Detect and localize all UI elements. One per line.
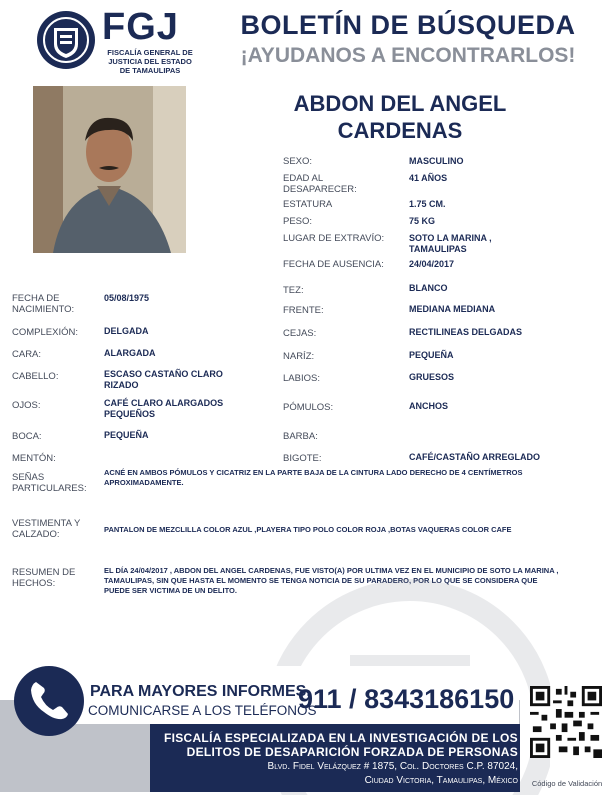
field-value-distinguishing-marks: ACNÉ EN AMBOS PÓMULOS Y CICATRIZ EN LA PARTE BAJA DE LA CINTURA LADO DERECHO DE 4 CENTÍMETROS APROXIMADAMENTE. <box>104 468 523 487</box>
field-label-birth-date: FECHA DE NACIMIENTO: <box>12 293 75 315</box>
field-value-weight: 75 KG <box>409 216 436 226</box>
address-line-1: Blvd. Fidel Velázquez # 1875, Col. Doctores C.P. 87024, <box>267 761 518 772</box>
field-label-forehead: FRENTE: <box>283 305 324 316</box>
field-value-nose: PEQUEÑA <box>409 350 454 360</box>
field-value-place: SOTO LA MARINA , TAMAULIPAS <box>409 233 492 254</box>
field-label-weight: PESO: <box>283 216 313 227</box>
missing-person-name: ABDON DEL ANGEL CARDENAS <box>293 91 507 143</box>
agency-line-1: FISCALÍA ESPECIALIZADA EN LA INVESTIGACIÓN DE LOS <box>163 731 518 745</box>
field-label-beard: BARBA: <box>283 431 318 442</box>
field-value-sex: MASCULINO <box>409 156 464 166</box>
missing-person-photo <box>33 86 186 253</box>
field-value-mustache: CAFÉ/CASTAÑO ARREGLADO <box>409 452 540 462</box>
field-label-sex: SEXO: <box>283 156 313 167</box>
field-label-clothing: VESTIMENTA Y CALZADO: <box>12 518 81 540</box>
field-label-eyebrows: CEJAS: <box>283 328 317 339</box>
agency-name <box>158 731 518 759</box>
field-value-eyes: CAFÉ CLARO ALARGADOS PEQUEÑOS <box>104 398 224 419</box>
field-label-distinguishing-marks: SEÑAS PARTICULARES: <box>12 472 87 494</box>
address-line-2: Ciudad Victoria, Tamaulipas, México <box>364 775 518 786</box>
field-label-height: ESTATURA <box>283 199 333 210</box>
field-label-build: COMPLEXIÓN: <box>12 327 78 338</box>
field-label-hair: CABELLO: <box>12 371 59 382</box>
field-label-chin: MENTÓN: <box>12 453 56 464</box>
field-value-summary: EL DÍA 24/04/2017 , ABDON DEL ANGEL CARDENAS, FUE VISTO(A) POR ULTIMA VEZ EN EL MUNICIPIO DE SOTO LA MARINA , TAMAULIPAS, SIN QUE HASTA EL MOMENTO SE TENGA NOTICIA DE SU PARADERO, POR LO QUE SE CONSIDERA QUE PUEDE SER VICTIMA DE UN DELITO. <box>104 566 559 595</box>
agency-line-2: DELITOS DE DESAPARICIÓN FORZADA DE PERSONAS <box>186 745 518 759</box>
field-value-forehead: MEDIANA MEDIANA <box>409 304 496 314</box>
field-label-eyes: OJOS: <box>12 400 41 411</box>
more-info-text: PARA MAYORES INFORMES, <box>90 683 311 700</box>
state-emblem-icon <box>36 10 96 70</box>
field-label-place: LUGAR DE EXTRAVÍO: <box>283 233 385 244</box>
field-label-nose: NARÍZ: <box>283 351 315 362</box>
field-value-skin: BLANCO <box>409 283 448 293</box>
field-value-hair: ESCASO CASTAÑO CLARO RIZADO <box>104 369 223 390</box>
field-value-mouth: PEQUEÑA <box>104 430 149 440</box>
field-label-summary: RESUMEN DE HECHOS: <box>12 567 76 589</box>
field-label-cheekbones: PÓMULOS: <box>283 402 334 413</box>
field-value-cheekbones: ANCHOS <box>409 401 449 411</box>
field-label-age: EDAD AL DESAPARECER: <box>283 173 357 195</box>
qr-code-icon[interactable] <box>530 686 602 758</box>
agency-address <box>158 760 518 788</box>
field-value-lips: GRUESOS <box>409 372 455 382</box>
phone-icon <box>14 666 84 736</box>
field-label-lips: LABIOS: <box>283 373 320 384</box>
logo-text: FGJ <box>102 6 179 48</box>
bulletin-subtitle: ¡AYUDANOS A ENCONTRARLOS! <box>240 44 576 67</box>
field-value-eyebrows: RECTILINEAS DELGADAS <box>409 327 523 337</box>
field-value-build: DELGADA <box>104 326 149 336</box>
field-label-mouth: BOCA: <box>12 431 42 442</box>
field-label-absence-date: FECHA DE AUSENCIA: <box>283 259 384 270</box>
field-value-face: ALARGADA <box>104 348 156 358</box>
field-value-absence-date: 24/04/2017 <box>409 259 455 269</box>
field-value-clothing: PANTALON DE MEZCLILLA COLOR AZUL ,PLAYERA TIPO POLO COLOR ROJA ,BOTAS VAQUERAS COLOR CAFE <box>104 525 512 534</box>
field-label-face: CARA: <box>12 349 42 360</box>
qr-code-label: Código de Validación <box>531 779 603 788</box>
field-label-skin: TEZ: <box>283 285 304 296</box>
phone-number[interactable]: 911 / 8343186150 <box>298 684 515 714</box>
logo-subtitle: FISCALÍA GENERAL DE JUSTICIA DEL ESTADO DE TAMAULIPAS <box>107 48 193 75</box>
field-label-mustache: BIGOTE: <box>283 453 322 464</box>
communicate-text: COMUNICARSE A LOS TELÉFONOS <box>88 703 317 718</box>
field-value-age: 41 AÑOS <box>409 173 448 183</box>
bulletin-title: BOLETÍN DE BÚSQUEDA <box>240 10 576 40</box>
field-value-birth-date: 05/08/1975 <box>104 293 150 303</box>
field-value-height: 1.75 CM. <box>409 199 446 209</box>
